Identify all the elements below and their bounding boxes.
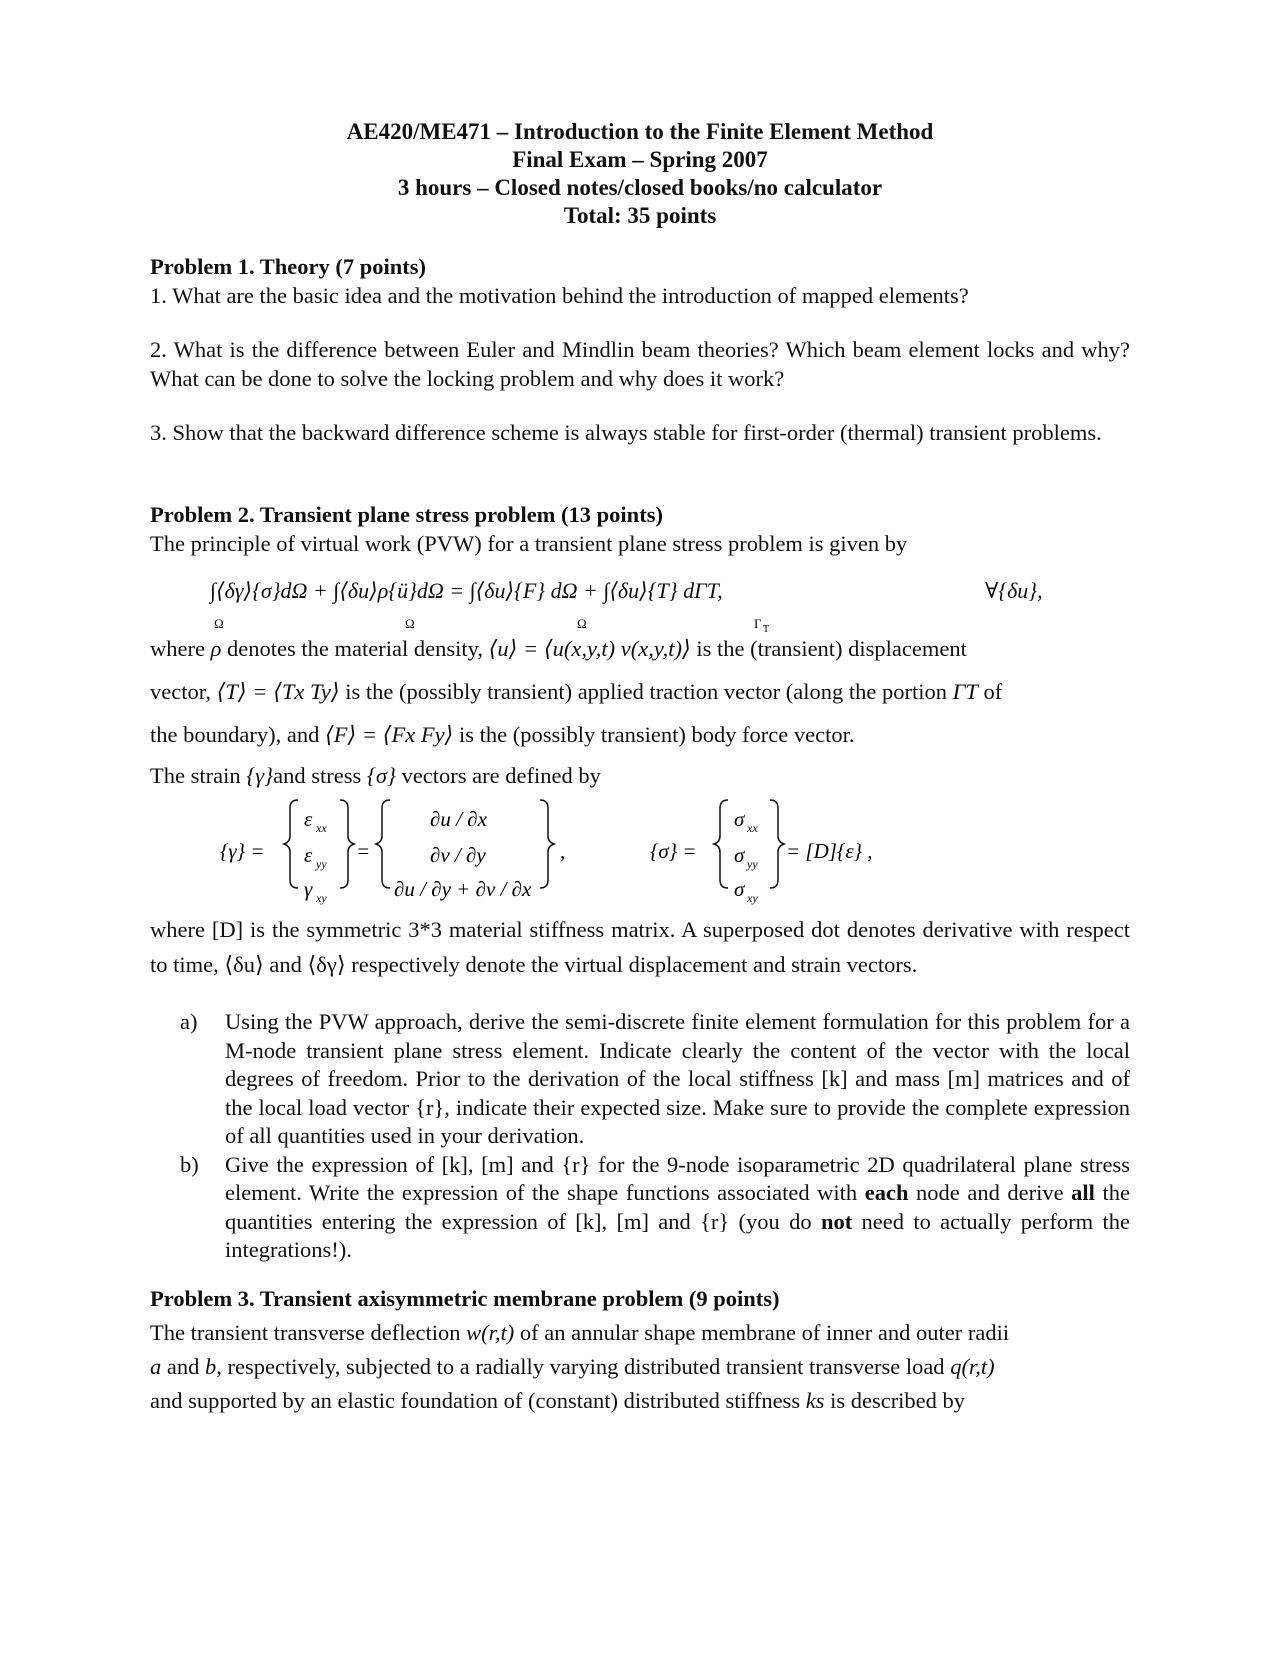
displacement-vector: ⟨u⟩ = ⟨u(x,y,t) v(x,y,t)⟩ <box>488 636 691 661</box>
deflection-symbol: w(r,t) <box>466 1320 515 1345</box>
svg-text:{γ} =: {γ} = <box>220 839 265 863</box>
svg-text:∂v / ∂y: ∂v / ∂y <box>430 843 486 867</box>
svg-text:σ: σ <box>734 877 745 901</box>
stress-vector-symbol: {σ} <box>366 763 396 788</box>
domain-omega-1: Ω <box>214 616 224 631</box>
stress-definition <box>650 800 873 905</box>
domain-omega-2: Ω <box>405 616 415 631</box>
problem1-q2: 2. What is the difference between Euler and Mindlin beam theories? Which beam element locks and why? What can be done to solve the locking problem and why does it work? <box>150 337 1130 391</box>
problem2-items <box>180 1008 1130 1265</box>
problem1-title: Problem 1. Theory (7 points) <box>150 254 427 279</box>
svg-text:γ: γ <box>304 877 313 901</box>
problem3-line3: and supported by an elastic foundation of (constant) distributed stiffness ks is described by <box>150 1388 966 1413</box>
problem2 <box>150 500 1130 558</box>
where-line-2: vector, ⟨T⟩ = ⟨Tx Ty⟩ is the (possibly transient) applied traction vector (along the portion ΓT of <box>150 679 1003 704</box>
where-line-3: the boundary), and ⟨F⟩ = ⟨Fx Fy⟩ is the (possibly transient) body force vector. <box>150 722 855 747</box>
svg-text:=: = <box>356 839 371 863</box>
strain-definition <box>220 800 565 905</box>
integral-domains <box>200 612 800 636</box>
domain-omega-3: Ω <box>577 616 587 631</box>
problem3-line2: a and b, respectively, subjected to a radially varying distributed transient transverse load q(r,t) <box>150 1354 995 1379</box>
exam-total: Total: 35 points <box>563 203 717 228</box>
exam-header <box>0 118 1280 230</box>
problem3-line1: The transient transverse deflection w(r,t) of an annular shape membrane of inner and outer radii <box>150 1320 1010 1345</box>
stiffness-symbol: ks <box>805 1388 825 1413</box>
rho-symbol: ρ <box>210 636 222 661</box>
body-force-vector: ⟨F⟩ = ⟨Fx Fy⟩ <box>324 722 454 747</box>
problem1 <box>150 252 1130 310</box>
problem1-q1: 1. What are the basic idea and the motivation behind the introduction of mapped elements? <box>150 283 969 308</box>
exam-conditions: 3 hours – Closed notes/closed books/no calculator <box>397 175 883 200</box>
pvw-forall: ∀{δu}, <box>985 578 1043 603</box>
svg-text:σ: σ <box>734 807 745 831</box>
gamma-t-symbol: ΓT <box>952 679 978 704</box>
svg-text:,: , <box>560 839 566 863</box>
problem2-intro: The principle of virtual work (PVW) for a transient plane stress problem is given by <box>150 531 908 556</box>
svg-text:∂u / ∂y + ∂v / ∂x: ∂u / ∂y + ∂v / ∂x <box>394 877 532 901</box>
svg-text:{σ} =: {σ} = <box>650 839 697 863</box>
course-title: AE420/ME471 – Introduction to the Finite Element Method <box>346 119 934 144</box>
problem2-item-a: a) Using the PVW approach, derive the semi-discrete finite element formulation for this problem for a M-node transient plane stress element. Indicate clearly the content of the vector with the local degrees of freedom. Prior to the derivation of the local stiffness [k] and mass [m] matrices and of the local load vector {r}, indicate their expected size. Make sure to provide the complete expression of all quantities used in your derivation. <box>180 1009 1130 1148</box>
svg-text:ε: ε <box>304 807 313 831</box>
svg-text:= [D]{ε} ,: = [D]{ε} , <box>786 839 873 863</box>
svg-text:yy: yy <box>747 857 758 871</box>
svg-text:xy: xy <box>747 891 758 905</box>
problem2-item-b: b) Give the expression of [k], [m] and {r} for the 9-node isoparametric 2D quadrilateral plane stress element. Write the expression of the shape functions associated with each node and derive all the quantities entering the expression of [k], [m] and {r} (you do not need to actually perform the integrations!). <box>180 1151 1130 1262</box>
strain-stress-line: The strain {γ}and stress {σ} vectors are defined by <box>150 763 601 788</box>
problem2-title: Problem 2. Transient plane stress problem (13 points) <box>150 502 663 527</box>
svg-text:ε: ε <box>304 843 313 867</box>
where-line-1: where ρ denotes the material density, ⟨u⟩ = ⟨u(x,y,t) v(x,y,t)⟩ is the (transient) displacement <box>150 636 967 661</box>
after-matrix-text: where [D] is the symmetric 3*3 material stiffness matrix. A superposed dot denotes derivative with respect to time, ⟨δu⟩ and ⟨δγ⟩ respectively denote the virtual displacement and strain vectors. <box>150 917 1130 977</box>
domain-gamma-t-sub: T <box>763 624 770 635</box>
load-symbol: q(r,t) <box>950 1354 995 1379</box>
problem3 <box>150 1282 1130 1418</box>
svg-text:∂u / ∂x: ∂u / ∂x <box>430 807 487 831</box>
svg-text:xy: xy <box>316 891 327 905</box>
exam-title: Final Exam – Spring 2007 <box>512 147 768 172</box>
problem1-q3: 3. Show that the backward difference scheme is always stable for first-order (thermal) transient problems. <box>150 420 1102 445</box>
traction-vector: ⟨T⟩ = ⟨Tx Ty⟩ <box>216 679 340 704</box>
problem3-title: Problem 3. Transient axisymmetric membrane problem (9 points) <box>150 1286 780 1311</box>
svg-text:xx: xx <box>316 821 327 835</box>
svg-text:xx: xx <box>747 821 758 835</box>
strain-stress-matrices <box>220 792 940 912</box>
domain-gamma-t: Γ <box>754 616 762 631</box>
svg-text:σ: σ <box>734 843 745 867</box>
pvw-equation: ∫⟨δγ⟩{σ}dΩ + ∫⟨δu⟩ρ{ü}dΩ = ∫⟨δu⟩{F} dΩ + ∫⟨δu⟩{T} dΓT, <box>210 578 723 603</box>
strain-vector-symbol: {γ} <box>246 763 274 788</box>
svg-text:yy: yy <box>316 857 327 871</box>
